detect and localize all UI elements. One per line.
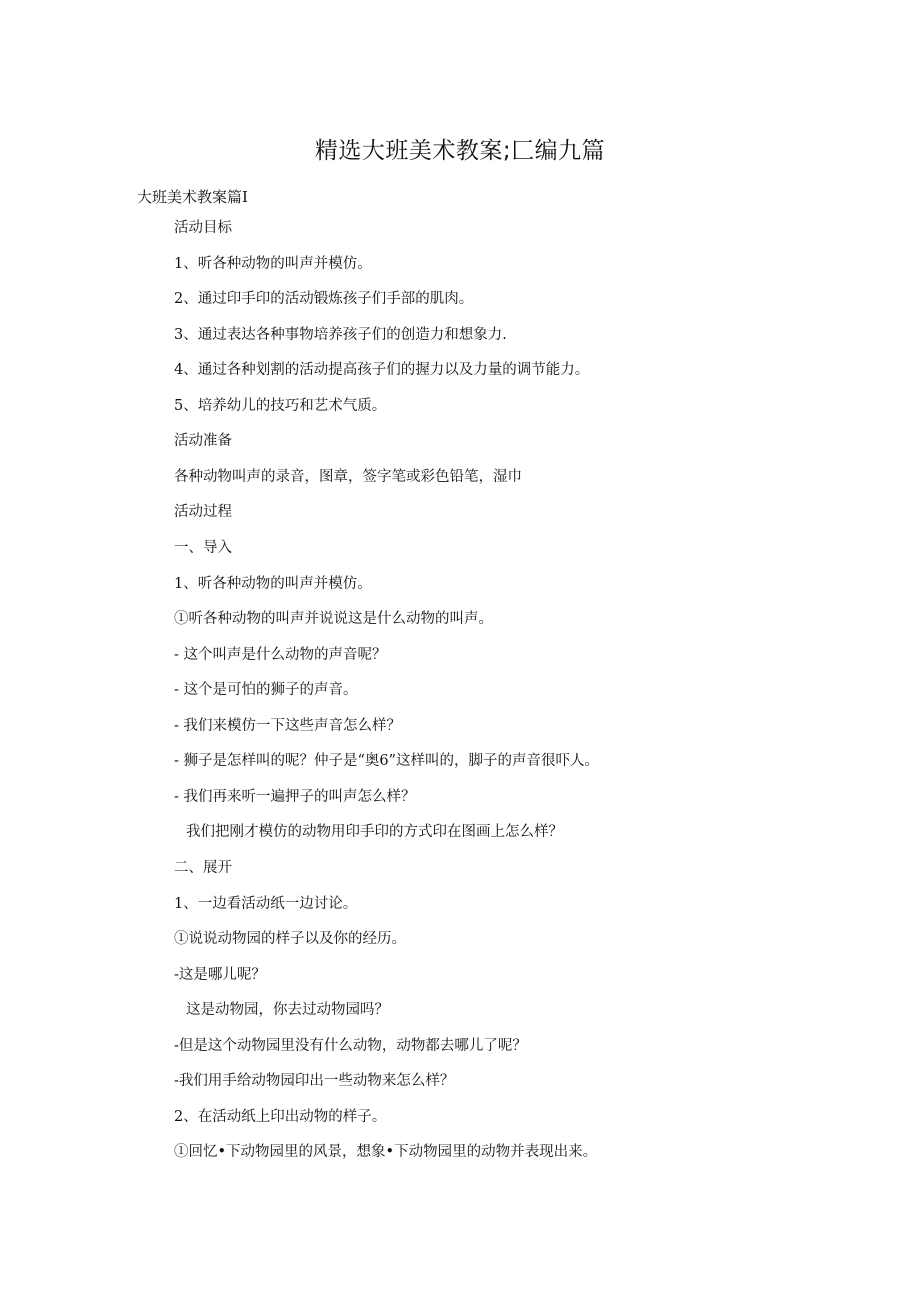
- paragraph-expand-step-2: 2、在活动纸上印出动物的样子。: [174, 1109, 387, 1125]
- paragraph-dialogue-2: - 这个是可怕的狮子的声音。: [174, 682, 358, 698]
- paragraph-expand-substep-1: ①说说动物园的样子以及你的经历。: [174, 931, 406, 947]
- paragraph-process-heading: 活动过程: [174, 504, 232, 520]
- paragraph-goal-5: 5、培养幼儿的技巧和艺术气质。: [174, 398, 387, 414]
- paragraph-goal-1: 1、听各种动物的叫声并模仿。: [174, 256, 372, 272]
- paragraph-intro-substep-1: ①听各种动物的叫声并说说这是什么动物的叫声。: [174, 611, 493, 627]
- paragraph-goal-3: 3、通过表达各种事物培养孩子们的创造力和想象力.: [174, 327, 507, 343]
- paragraph-expand-dialogue-1: -这是哪儿呢？: [174, 967, 266, 983]
- section-heading: 大班美术教案篇I: [137, 188, 248, 206]
- paragraph-preparation-heading: 活动准备: [174, 433, 232, 449]
- paragraph-expand-dialogue-4: -我们用手给动物园印出一些动物来怎么样？: [174, 1073, 455, 1089]
- paragraph-goal-2: 2、通过印手印的活动锻炼孩子们手部的肌肉。: [174, 291, 474, 307]
- document-title: 精选大班美术教案;匚编九篇: [314, 138, 606, 164]
- paragraph-preparation-items: 各种动物叫声的录音，图章，签字笔或彩色铅笔，湿巾: [174, 469, 522, 485]
- paragraph-expand-dialogue-2: 这是动物园，你去过动物园吗？: [186, 1002, 389, 1018]
- paragraph-expand-dialogue-3: -但是这个动物园里没有什么动物，动物都去哪儿了呢？: [174, 1038, 527, 1054]
- paragraph-expand-heading: 二、展开: [174, 860, 232, 876]
- paragraph-dialogue-4: - 狮子是怎样叫的呢？仲子是“奥6”这样叫的，脚子的声音很吓人。: [174, 753, 600, 769]
- paragraph-dialogue-5: - 我们再来听一遍押子的叫声怎么样？: [174, 789, 416, 805]
- paragraph-dialogue-3: - 我们来模仿一下这些声音怎么样？: [174, 718, 402, 734]
- paragraph-expand-substep-2: ①回忆•下动物园里的风景，想象•下动物园里的动物并表现出来。: [174, 1144, 598, 1160]
- paragraph-activity-goals-heading: 活动目标: [174, 220, 232, 236]
- paragraph-expand-step-1: 1、一边看活动纸一边讨论。: [174, 896, 358, 912]
- paragraph-intro-heading: 一、导入: [174, 540, 232, 556]
- paragraph-intro-step-1: 1、听各种动物的叫声并模仿。: [174, 576, 372, 592]
- paragraph-goal-4: 4、通过各种划割的活动提高孩子们的握力以及力量的调节能力。: [174, 362, 590, 378]
- paragraph-dialogue-1: - 这个叫声是什么动物的声音呢？: [174, 647, 387, 663]
- paragraph-dialogue-6: 我们把刚才模仿的动物用印手印的方式印在图画上怎么样？: [186, 824, 563, 840]
